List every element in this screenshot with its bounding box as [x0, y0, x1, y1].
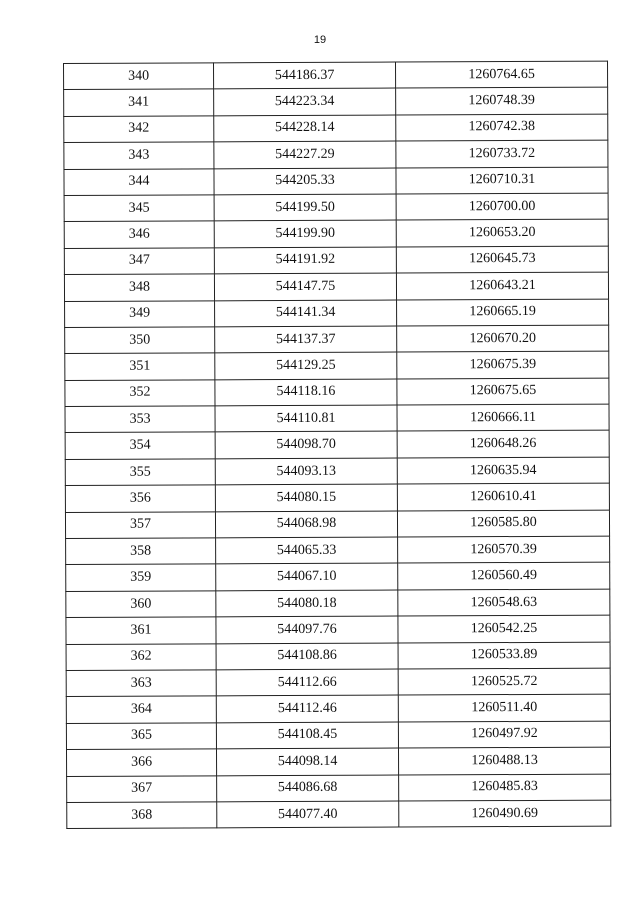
- x-coordinate-cell: 544086.68: [217, 775, 399, 802]
- y-coordinate-cell: 1260485.83: [399, 774, 611, 801]
- point-number-cell: 344: [64, 168, 214, 195]
- x-coordinate-cell: 544108.86: [216, 643, 398, 670]
- y-coordinate-cell: 1260648.26: [397, 431, 609, 458]
- point-number-cell: 354: [65, 432, 215, 459]
- y-coordinate-cell: 1260748.39: [396, 88, 608, 115]
- x-coordinate-cell: 544068.98: [215, 511, 397, 538]
- point-number-cell: 366: [66, 749, 216, 776]
- y-coordinate-cell: 1260525.72: [398, 668, 610, 695]
- table-row: [65, 457, 609, 486]
- table-row: [64, 272, 608, 301]
- x-coordinate-cell: 544067.10: [216, 563, 398, 590]
- table-row: [64, 167, 608, 196]
- x-coordinate-cell: 544205.33: [214, 168, 396, 195]
- y-coordinate-cell: 1260665.19: [397, 299, 609, 326]
- table-row: [64, 61, 608, 90]
- x-coordinate-cell: 544141.34: [215, 300, 397, 327]
- point-number-cell: 355: [65, 459, 215, 486]
- table-row: [65, 325, 609, 354]
- y-coordinate-cell: 1260670.20: [397, 325, 609, 352]
- x-coordinate-cell: 544227.29: [214, 141, 396, 168]
- y-coordinate-cell: 1260533.89: [398, 642, 610, 669]
- table-row: [64, 246, 608, 275]
- point-number-cell: 343: [64, 142, 214, 169]
- y-coordinate-cell: 1260700.00: [396, 193, 608, 220]
- y-coordinate-cell: 1260710.31: [396, 167, 608, 194]
- table-row: [65, 351, 609, 380]
- table-row: [66, 694, 610, 723]
- table-row: [65, 378, 609, 407]
- point-number-cell: 342: [64, 116, 214, 143]
- point-number-cell: 351: [65, 353, 215, 380]
- y-coordinate-cell: 1260497.92: [398, 721, 610, 748]
- y-coordinate-cell: 1260675.39: [397, 351, 609, 378]
- point-number-cell: 363: [66, 670, 216, 697]
- x-coordinate-cell: 544137.37: [215, 326, 397, 353]
- x-coordinate-cell: 544108.45: [216, 722, 398, 749]
- table-row: [65, 299, 609, 328]
- point-number-cell: 359: [66, 564, 216, 591]
- x-coordinate-cell: 544129.25: [215, 352, 397, 379]
- point-number-cell: 358: [66, 538, 216, 565]
- x-coordinate-cell: 544065.33: [216, 537, 398, 564]
- table-row: [65, 510, 609, 539]
- y-coordinate-cell: 1260585.80: [397, 510, 609, 537]
- x-coordinate-cell: 544118.16: [215, 379, 397, 406]
- y-coordinate-cell: 1260675.65: [397, 378, 609, 405]
- point-number-cell: 346: [64, 221, 214, 248]
- y-coordinate-cell: 1260548.63: [398, 589, 610, 616]
- x-coordinate-cell: 544093.13: [215, 458, 397, 485]
- point-number-cell: 345: [64, 195, 214, 222]
- y-coordinate-cell: 1260511.40: [398, 694, 610, 721]
- point-number-cell: 356: [65, 485, 215, 512]
- table-row: [66, 563, 610, 592]
- x-coordinate-cell: 544110.81: [215, 405, 397, 432]
- y-coordinate-cell: 1260733.72: [396, 140, 608, 167]
- point-number-cell: 364: [66, 696, 216, 723]
- y-coordinate-cell: 1260610.41: [397, 483, 609, 510]
- y-coordinate-cell: 1260570.39: [398, 536, 610, 563]
- table-row: [67, 774, 611, 803]
- page-number: 19: [313, 34, 327, 46]
- x-coordinate-cell: 544186.37: [214, 62, 396, 89]
- table-row: [66, 589, 610, 618]
- point-number-cell: 367: [67, 775, 217, 802]
- point-number-cell: 360: [66, 591, 216, 618]
- y-coordinate-cell: 1260635.94: [397, 457, 609, 484]
- y-coordinate-cell: 1260742.38: [396, 114, 608, 141]
- point-number-cell: 365: [66, 723, 216, 750]
- coordinates-table-body: [64, 61, 611, 829]
- y-coordinate-cell: 1260764.65: [395, 61, 607, 88]
- y-coordinate-cell: 1260560.49: [398, 563, 610, 590]
- table-row: [66, 747, 610, 776]
- point-number-cell: 362: [66, 643, 216, 670]
- table-row: [65, 404, 609, 433]
- table-row: [66, 668, 610, 697]
- y-coordinate-cell: 1260653.20: [396, 219, 608, 246]
- x-coordinate-cell: 544228.14: [214, 115, 396, 142]
- y-coordinate-cell: 1260488.13: [398, 747, 610, 774]
- point-number-cell: 361: [66, 617, 216, 644]
- table-row: [66, 721, 610, 750]
- point-number-cell: 349: [65, 300, 215, 327]
- point-number-cell: 352: [65, 380, 215, 407]
- point-number-cell: 350: [65, 327, 215, 354]
- x-coordinate-cell: 544199.90: [214, 220, 396, 247]
- x-coordinate-cell: 544199.50: [214, 194, 396, 221]
- table-row: [64, 140, 608, 169]
- point-number-cell: 368: [67, 802, 217, 829]
- y-coordinate-cell: 1260643.21: [396, 272, 608, 299]
- point-number-cell: 353: [65, 406, 215, 433]
- point-number-cell: 347: [64, 248, 214, 275]
- y-coordinate-cell: 1260490.69: [399, 800, 611, 827]
- table-row: [64, 114, 608, 143]
- table-row: [66, 642, 610, 671]
- x-coordinate-cell: 544080.15: [215, 484, 397, 511]
- table-row: [66, 536, 610, 565]
- y-coordinate-cell: 1260645.73: [396, 246, 608, 273]
- x-coordinate-cell: 544147.75: [214, 273, 396, 300]
- x-coordinate-cell: 544191.92: [214, 247, 396, 274]
- point-number-cell: 341: [64, 89, 214, 116]
- point-number-cell: 340: [64, 63, 214, 90]
- coordinates-table: [63, 61, 611, 830]
- y-coordinate-cell: 1260666.11: [397, 404, 609, 431]
- table-row: [65, 483, 609, 512]
- table-row: [65, 431, 609, 460]
- x-coordinate-cell: 544080.18: [216, 590, 398, 617]
- x-coordinate-cell: 544077.40: [217, 801, 399, 828]
- table-row: [64, 88, 608, 117]
- x-coordinate-cell: 544098.14: [216, 748, 398, 775]
- x-coordinate-cell: 544112.46: [216, 695, 398, 722]
- x-coordinate-cell: 544098.70: [215, 432, 397, 459]
- x-coordinate-cell: 544097.76: [216, 616, 398, 643]
- table-row: [64, 193, 608, 222]
- y-coordinate-cell: 1260542.25: [398, 615, 610, 642]
- table-row: [64, 219, 608, 248]
- x-coordinate-cell: 544223.34: [214, 88, 396, 115]
- table-row: [66, 615, 610, 644]
- point-number-cell: 348: [64, 274, 214, 301]
- x-coordinate-cell: 544112.66: [216, 669, 398, 696]
- point-number-cell: 357: [65, 511, 215, 538]
- table-row: [67, 800, 611, 829]
